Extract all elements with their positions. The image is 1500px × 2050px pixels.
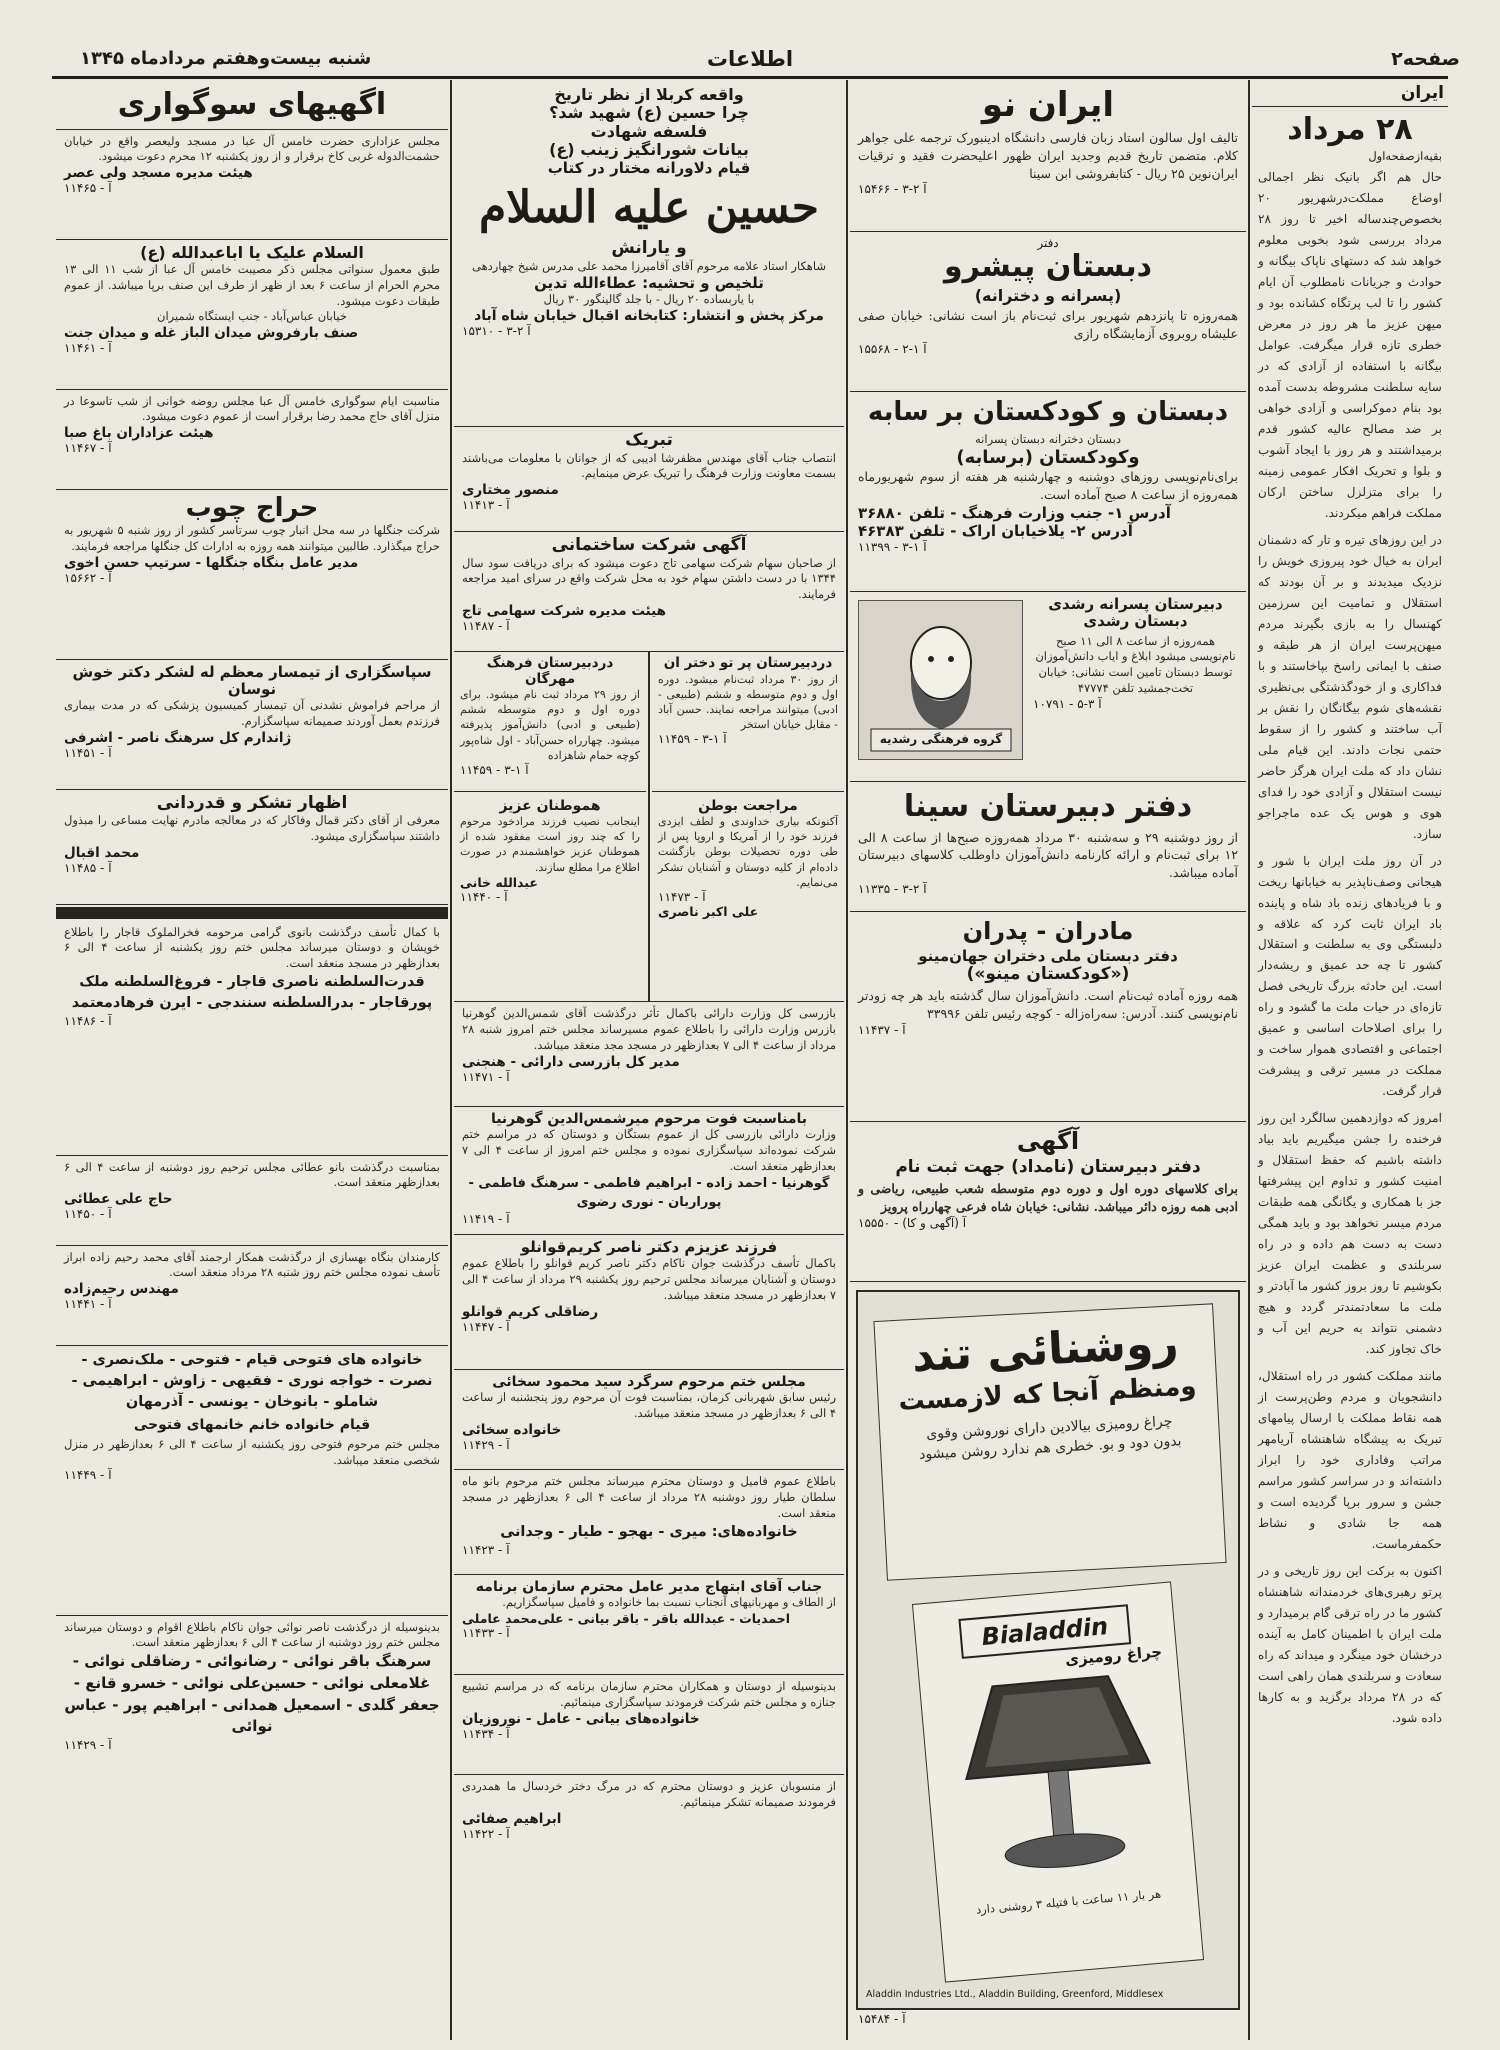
book-line: فلسفه شهادت [590,121,708,141]
book-subtitle: و یارانش [611,238,687,259]
notice-names: قدرت‌السلطنه ناصری قاجار - فروغ‌السلطنه ملک پورقاجار - بدرالسلطنه سنندجی - ایرن فرهادمعتمد [71,974,433,1012]
ad-pretitle: دفتر [1037,236,1059,250]
notice-body: از منسوبان عزیز و دوستان محترم که در مرگ دختر خردسال ما همدردی فرمودند صمیمانه تشکر مینمائیم. [462,1779,836,1809]
ad-title: ایران نو [981,85,1115,125]
notice-body: طبق معمول سنواتی مجلس ذکر مصیبت خامس آل عبا از شب ۱۱ الی ۱۳ محرم الحرام از ساعت ۶ بعد از ظهر از طرف این صنف برپا میباشد. از عموم طبقات دعوت میشود. [64,261,440,308]
ad-title: دبیرستان پسرانه رشدی [1048,595,1223,613]
lamp-text: هر بار ۱۱ ساعت با فتیله ۳ روشنی دارد [975,1886,1162,1917]
notice-names: خانواده های فتوحی قیام - فتوحی - ملک‌نصری - نصرت - خواجه نوری - فقیهی - زاوش - ابراهیمی - شاملو - بانوخان - یونسی - آذرمهان [71,1351,433,1410]
notice-body: باکمال تأسف درگذشت جوان ناکام دکتر ناصر کریم قوانلو را باطلاع عموم دوستان و آشنایان میرساند مجلس ترحیم روز یکشنبه ۲۹ مرداد از ساعت ۴ الی ۷ بعدازظهر در مسجد منعقد میباشد. [462,1256,837,1302]
notice-sakhaei [454,1370,844,1470]
notice-body: از روز ۲۹ مرداد ثبت نام میشود. برای دوره اول و دوم متوسطه ششم (طبیعی و ادبی) دانش‌آموز پذیرفته میشود. چهارراه حسن‌آباد - اول شاه‌پور کوچه حمام شاهزاده [460,688,640,762]
paragraph: امروز که دوازدهمین سالگرد این روز فرخنده را جشن میگیریم باید بیاد داشته باشیم که حفظ استقلال و امنیت کشور و تداوم این پیشرفتها جز با همکاری و یگانگی همه طبقات مردم میسر نخواهد بود و باید همگی دست به دست هم داده و در راه سربلندی و عظمت ایران عزیز بکوشیم تا روز بروز کشور ما آبادتر و ملت ما سعادتمندتر گردد و هیچ دشمنی نتواند به حریم این آب و خاک تجاوز کند. [1258,1111,1442,1357]
notice-title: فرزند عزیزم دکتر ناصر کریم‌قوانلو [520,1238,778,1256]
ad-title: دفتر دبیرستان سینا [903,789,1193,824]
ad-line: دفتر دبیرستان (نامداد) جهت ثبت نام [895,1156,1201,1177]
notice-signature: احمدیات - عبدالله باقر - باقر بیانی - علی‌محمد عاملی [462,1610,790,1626]
book-line: قیام دلاورانه مختار در کتاب [547,158,751,177]
ad-code: ۱۱۴۶۵ - آ [64,181,112,196]
notice-body: با کمال تأسف درگذشت بانوی گرامی مرحومه فخرالملوک قاجار را باطلاع خویشان و دوستان میرساند مجلس ختم روز یکشنبه از ساعت ۴ الی ۶ بعدازظهر در مسجد منعقد است. [64,924,440,971]
notice-ghavanlou [454,1235,844,1370]
ad-code: ۱۱۳۳۵ - آ ۲-۳ [858,881,927,896]
mourning-ads-column [56,82,448,2037]
ad-code: ۱۵۵۶۸ - آ ۱-۲ [858,342,927,357]
notice-body: رئیس سابق شهربانی کرمان، بمناسبت فوت آن مرحوم روز پنجشنبه از ساعت ۴ الی ۶ بعدازظهر در مسجد منعقد میباشد. [462,1390,836,1420]
ad-subtitle: دبستان رشدی [1083,612,1188,631]
ad-code: ۱۱۴۵۱ - آ [64,745,112,760]
ad-code: ۱۱۴۲۹ - آ [64,1738,112,1753]
notice-title: السلام علیک یا اباعبدالله (ع) [140,242,364,262]
ad-mothers-fathers [850,912,1246,1122]
notice-signature: هیئت عزاداران باغ صبا [64,425,214,442]
notice-body: مجلس ختم مرحوم فتوحی روز یکشنبه از ساعت ۴ الی ۶ بعدازظهر در منزل شخصی منعقد میباشد. [64,1436,440,1467]
notice-signature: مدیر عامل بنگاه جنگلها - سرتیپ حسن اخوی [64,555,359,572]
ad-body: برای‌نام‌نویسی روزهای دوشنبه و چهارشنبه هر هفته از سوم شهریورماه همه‌روزه از ساعت ۸ صبح آماده است. [858,469,1238,503]
notice-fotouhi [56,1346,448,1616]
ad-body: همه روزه آماده ثبت‌نام است. دانش‌آموزان سال گذشته باید هر چه زودتر نام‌نویسی کنند. آدرس: سه‌راه‌زاله - کوچه رئیس تلفن ۳۳۹۹۶ [858,988,1238,1022]
ad-roshdi-school [850,592,1246,782]
notice-thanks-general [56,660,448,790]
notice-wood-auction [56,490,448,660]
ad-code: ۱۵۴۶۶ - آ ۲-۳ [858,182,927,197]
notice-plan-org [454,1675,844,1775]
notice-address: خیابان عباس‌آباد - جنب ایستگاه شمیران [157,309,347,324]
notice-compatriots [454,794,646,999]
notice-body: از الطاف و مهربانیهای آنجناب نسبت بما خانواده و فامیل سپاسگزاریم. [502,1595,836,1610]
ad-code: ۱۵۳۱۰ - آ ۲-۳ [462,324,531,339]
notice-ebtehaj [454,1575,844,1675]
notice-tayyar [454,1470,844,1575]
editorial-body [1252,167,1448,1729]
ad-line: دبستان دخترانه دبستان پسرانه [975,431,1121,446]
notice-signature: علی اکبر ناصری [658,903,759,919]
ad-code: ۱۱۴۵۰ - آ [64,1207,112,1222]
ad-code: ۱۱۴۳۷ - آ [858,1022,906,1037]
notice-body: بدینوسیله از درگذشت ناصر نوائی جوان ناکام باطلاع اقوام و دوستان میرساند مجلس ختم روز دوشنبه از ساعت ۴ الی ۶ بعدازظهر منعقد است. [64,1619,440,1650]
notice-signature: حاج علی عطائی [64,1191,173,1208]
paragraph: اکنون به برکت این روز تاریخی و در پرتو رهبری‌های خردمندانه شاهنشاه کشور ما در راه ترقی گام برمیدارد و ملت ایران با اطمینان کامل به آینده درخشان خود مینگرد و میداند که راه سعادت و سربلندی همان راهی است که در ۲۸ مرداد برگزید و به کارها داده شود. [1258,1564,1442,1725]
book-line: چرا حسین (ع) شهید شد؟ [549,103,749,123]
notice-signature: مهندس رحیم‌زاده [64,1281,179,1298]
lamp-label: چراغ رومیزی [1064,1642,1163,1669]
logo-text: گروه فرهنگی رشدیه [879,732,1003,746]
ad-body: چراغ رومیزی بیالادین دارای نوروشن وقوی بدون دود و بو. خطری هم ندارد روشن میشود [918,1414,1182,1464]
notice-partov-school [652,652,844,792]
notice-title: دردبیرستان فرهنگ مهرگان [486,655,614,687]
ad-code: ۱۱۴۶۱ - آ [64,341,112,356]
column-rule [1248,80,1250,2040]
notice-ataei [56,1156,448,1246]
notice-body: از مراحم فراموش نشدنی آن تیمسار کمیسیون پزشکی که در مدت بیماری فرزندم بعمل آوردند صمیمانه سپاسگزارم. [64,698,440,728]
ad-title: دبستان و کودکستان بر سابه [867,397,1229,427]
book-price: با یاربساده ۲۰ ریال - با جلد گالینگور ۳۰ ریال [543,292,755,307]
ad-code: ۱۱۴۵۹ - آ ۱-۳ [658,732,727,747]
ad-body: همه‌روزه تا پانزدهم شهریور برای ثبت‌نام باز است نشانی: خیابان صفی علیشاه روبروی آزمایشگاه رازی [858,307,1238,341]
ad-code: ۱۱۴۳۳ - آ [462,1625,510,1640]
notice-title: اظهار تشکر و قدردانی [156,792,348,813]
notice-body: از صاحبان سهام شرکت سهامی تاج دعوت میشود که برای دریافت سود سال ۱۳۴۴ با در دست داشتن سهام خود به محل شرکت واقع در سرای امید مراجعه فرمایند. [462,555,836,602]
book-editor: تلخیص و تحشیه: عطاءالله تدین [534,273,764,292]
ad-body: تالیف اول سالون استاد زبان فارسی دانشگاه ادینبورک ترجمه علی جواهر کلام. متضمن تاریخ قدیم وجدید ایران ظهور اعلیحضرت فقید و ترقیات ایران‌نوین ۲۵ ریال - کتابفروشی ابن سینا [858,130,1238,181]
notice-signature: رضاقلی کریم قوانلو [462,1303,599,1320]
ad-barsabeh-school [850,392,1246,592]
column-rule [450,80,452,2040]
brand-logo: Bialaddin [958,1604,1131,1659]
ad-code: ۱۱۴۷۳ - آ [658,889,706,904]
lamp-illustration [920,1640,1196,1901]
notice-body: بازرسی کل وزارت دارائی باکمال تأثر درگذشت آقای شمس‌الدین گوهرنیا بازرس وزارت دارائی را باطلاع عموم مسیرساند مجلس ختم امروز شنبه ۲۸ مرداد از ساعت ۴ الی ۷ بعدازظهر در مسجد مجد منعقد میباشد. [462,1006,836,1052]
ad-code: ۱۵۵۵۰ - آ (آگهی و کا) [858,1215,967,1230]
ad-code: ۱۰۷۹۱ - آ ۳-۵ [1033,696,1102,711]
notice-body: شرکت جنگلها در سه محل انبار چوب سرتاسر کشور از روز شنبه ۵ شهریور به حراج میگذارد. طالبین میتوانند همه روزه به ادارات کل جنگلها مراجعه فرمایند. [64,523,441,554]
notice-signature: صنف بارفروش میدان الباز غله و میدان جنت [64,325,359,342]
notice-signature: منصور مختاری [462,482,559,499]
ad-title: مادران - پدران [962,917,1134,945]
notice-title: مجلس ختم مرحوم سرگرد سید محمود سخائی [492,1374,806,1390]
notice-signature: ابراهیم صفائی [462,1810,562,1827]
notice-ministry [454,1002,844,1107]
ad-code: ۱۱۴۴۷ - آ [462,1319,510,1334]
paragraph: در این روزهای تیره و تار که دشمنان ایران به خیال خود پیروزی خویش را نزدیک میدیدند و بر آن بودند که استقلال و تمامیت این سرزمین کهنسال را به بازی بگیرند مردم میهن‌پرست ایران از هر طبقه و صنف با ایمانی راسخ بپاخاستند و با فداکاری و از خودگذشتگی بی‌نظیری نقشه‌های شوم بیگانگان را نقش بر آب ساختند و کشور را از سقوط حتمی نجات دادند. این قیام ملی نشان داد که ملت ایران هرگز حاضر نیست استقلال و آزادی خود را فدای هوی و هوس یک عده ماجراجو سازد. [1258,532,1442,841]
ad-title: آگهی [1016,1127,1080,1155]
notice-signature: خانواده‌های بیانی - عامل - نوروزیان [462,1710,700,1727]
notices-column [454,82,844,2037]
ad-line: («کودکستان مینو») [966,963,1130,984]
ad-code: ۱۱۴۷۱ - آ [462,1069,510,1084]
notice-body: بمناسبت درگذشت بانو عطائی مجلس ترحیم روز دوشنبه از ساعت ۴ الی ۶ بعدازظهر منعقد است. [64,1159,440,1190]
ad-code: ۱۱۴۸۷ - آ [462,619,510,634]
ad-code: ۱۵۴۸۴ - آ [858,2012,906,2026]
ad-bialaddin-lamp [856,1290,1240,2010]
portrait-illustration [858,600,1023,760]
ad-namdad-school [850,1122,1246,1282]
notice-rahimzadeh [56,1246,448,1346]
book-title: حسین علیه السلام [479,181,819,233]
notice-goharnia [454,1107,844,1235]
book-line: بیانات شورانگیز زینب (ع) [549,140,749,160]
notice-title: بامناسبت فوت مرحوم میرشمس‌الدین گوهرنیا [490,1111,808,1127]
notice-signature: خانواده سخائی [462,1421,562,1438]
notice-signature: محمد اقبال [64,844,140,861]
ad-title: روشنائی تند [910,1317,1180,1383]
ad-code: ۱۱۴۱۹ - آ [462,1212,510,1227]
paragraph: حال هم اگر بانیک نظر اجمالی اوضاع مملکت‌در‌شهریور ۲۰ بخصوص‌چندساله اخیر تا روز ۲۸ مرداد بررسی شود بخوبی معلوم خواهد شد که دستهای ناپاک بیگانه و حوادث و جریانات نامطلوب آن ایام کشور را تا لب پرتگاه کشانده بود و میهن عزیز ما هر روز در معرض خطری تازه قرار میگرفت. عوامل بیگانه با استفاده از آزادی که در سایه سلطنت مشروطه بدست آمده بود بنام دموکراسی و آزادی خواهی بر ضد مصالح عالیه کشور قدم برمیداشتند و هر روز با ایجاد آشوب و بلوا و تحریک افکار عمومی زمینه را برای متزلزل ساختن ارکان مملکت فراهم میکردند. [1258,170,1442,520]
notice-signature: ژاندارم کل سرهنگ ناصر - اشرفی [64,729,292,746]
notice-signature: مدیر کل بازرسی دارائی - هنجنی [462,1053,680,1070]
notice-title: جناب آقای ابتهاج مدیر عامل محترم سازمان برنامه [475,1579,823,1595]
notice-body: باطلاع عموم فامیل و دوستان محترم میرساند مجلس ختم مرحوم بانو ماه سلطان طیار روز دوشنبه ۲۸ مرداد از ساعت ۴ الی ۶ بعدازظهر در مسجد منعقد است. [462,1474,836,1520]
ad-code: ۱۱۴۶۷ - آ [64,441,112,456]
ad-code: ۱۱۴۸۶ - آ [64,1014,112,1029]
ad-pishro-school [850,232,1246,392]
ad-line: دفتر دبستان ملی دختران جهان‌مینو [918,946,1178,965]
two-column-notices [454,652,844,1002]
school-ads-column [850,82,1246,2037]
notice-signature: عبدالله خانی [460,874,538,890]
ad-code: ۱۵۶۶۲ - آ [64,571,112,586]
ad-card [873,1303,1226,1580]
ad-code: ۱۱۴۴۱ - آ [64,1297,112,1312]
ad-line: وکودکستان (برسابه) [956,446,1140,468]
ad-iran-no [850,82,1246,232]
ad-code: ۱۱۴۴۰ - آ [460,889,508,904]
notice-safaei [454,1775,844,1855]
editorial-subtitle: بقیه‌از‌صفحه‌اول [1368,149,1442,164]
ad-code: ۱۱۴۲۹ - آ [462,1437,510,1452]
issue-date: شنبه بیست‌وهفتم مرداد‌ماه ۱۳۴۵ [80,48,372,69]
ad-address: آدرس ۱- جنب وزارت فرهنگ - تلفن ۳۶۸۸۰ [858,503,1171,522]
masthead-title: اطلاعات [706,47,794,71]
notice-title: حراج چوب [185,492,319,523]
notice-body: مناسبت ایام سوگواری خامس آل عبا مجلس روضه خوانی از شب تاسوعا در منزل آقای حاج محمد رضا برقرار است از عموم دعوت میشود. [64,393,440,424]
ad-code: ۱۱۴۳۴ - آ [462,1726,510,1741]
ad-body: برای کلاسهای دوره اول و دوره دوم متوسطه شعب طبیعی، ریاضی و ادبی همه روزه دائر میباشد. نشانی: خیابان شاه فرعی چهارراه پرویز [858,1181,1238,1214]
ad-code: ۱۱۴۲۲ - آ [462,1826,510,1841]
notice-signature: هیئت مدیره مسجد ولی عصر [64,165,253,182]
notice-title: هموطنان عزیز [499,798,601,814]
ad-body: همه‌روزه از ساعت ۸ الی ۱۱ صبح نام‌نویسی میشود ابلاغ و ایاب دانش‌آموزان توسط دبستان تامین است نشانی: خیابان تخت‌جمشید تلفن ۴۷۷۷۴ [1035,633,1236,696]
notice-navaei [56,1616,448,1906]
ad-code: ۱۱۴۲۳ - آ [462,1542,510,1557]
notice-names: سرهنگ باقر نوائی - رضانوائی - رضاقلی نوائی - غلامعلی نوائی - حسین‌علی نوائی - خسرو قانع - جعفر گلدی - اسمعیل همدانی - ابراهیم پور - عباس نوائی [64,1652,440,1736]
notice-signature: هیئت مدیره شرکت سهامی تاج [462,603,667,620]
book-line: واقعه کربلا از نظر تاریخ [554,85,744,104]
notice-title: آگهی شرکت ساختمانی [551,535,747,555]
ad-address: آدرس ۲- یلاخیابان اراک - تلفن ۴۶۳۸۳ [858,521,1133,540]
ad-code: ۱۱۳۹۹ - آ ۱-۳ [858,539,927,554]
book-distributor: مرکز پخش و انتشار: کتابخانه اقبال خیابان شاه آباد [474,307,824,324]
notice-body: معرفی از آقای دکتر قمال وفاکار که در معالجه مادرم نهایت مساعی را مبذول داشتند سپاسگزاری میشود. [64,813,440,843]
column-title: اگهیهای سوگواری [56,82,448,130]
notice-congrats [454,427,844,532]
paragraph: در آن روز ملت ایران با شور و هیجانی وصف‌ناپذیر به خیابانها ریخت و با فریادهای زنده باد شاه و پاینده باد ایران ثابت کرد که علاقه و دلبستگی وی به سلطنت و استقلال کشور تا چه حد عمیق و ریشه‌دار است. این حادثه بزرگ تاریخی فصل تازه‌ای در حیات ملت ما گشود و راه را برای اصلاحات اساسی و عمیق اجتماعی و اقتصادی هموار ساخت و مملکت در مسیر ترقی و پیشرفت قرار گرفت. [1258,853,1442,1099]
ad-title: دبستان پیشرو [943,249,1153,284]
notice-body: از روز ۳۰ مرداد ثبت‌نام میشود. دوره اول و دوم متوسطه و ششم (طبیعی - ادبی) میتوانند مراجعه نمایند. حسن آباد - مقابل خیابان استخر [658,672,838,732]
column-rule [846,80,848,2040]
dark-divider [56,907,448,919]
notice-body: کارمندان بنگاه بهسازی از درگذشت همکار ارجمند آقای محمد رحیم زاده ابراز تأسف نموده مجلس ختم روز شنبه ۲۸ مرداد منعقد است. [64,1249,440,1280]
ad-sina-school [850,782,1246,912]
header-rule [52,76,1448,79]
ad-subtitle: (پسرانه و دخترانه) [974,285,1122,305]
notice-body: وزارت دارائی بازرسی کل از عموم بستگان و دوستان که در مراسم ختم شرکت نموده‌اند سپاسگزاری نموده و مجلس ختم امروز از ساعت ۴ الی ۷ بعدازظهر منعقد است. [462,1127,836,1173]
notice-company [454,532,844,652]
notice-appreciation [56,790,448,905]
section-label: ایران [1252,82,1448,107]
ad-book-hussein [454,82,844,427]
book-author: شاهکار استاد علامه مرحوم آقای آقامیرزا محمد علی مدرس شیخ چهاردهی [471,258,826,273]
ad-code: ۱۱۴۴۹ - آ [64,1468,112,1483]
ad-lamp-card [912,1581,1204,1982]
notice-names: خانواده‌های: میری - بهجو - طیار - وجدانی [500,1523,798,1540]
paragraph: مانند مملکت کشور در راه استقلال، دانشجویان و مردم وطن‌پرست از همه نقاط مملکت با ارسال پیامهای تبریک به پیشگاه شاهنشاه آریامهر مراتب وفاداری خود را ابراز داشته‌اند و در سراسر کشور مراسم جشن و سرور برپا گردیده است و همه جا شادی و نشاط حکمفرماست. [1258,1369,1442,1552]
notice-body: انتصاب جناب آقای مهندس مظفرشا ادیبی که از جوانان با معلومات می‌باشند بسمت معاونت وزارت فرهنگ را تبریک عرض مینمایم. [462,450,836,481]
notice-valiasr [56,130,448,240]
notice-body: بدینوسیله از دوستان و همکاران محترم سازمان برنامه که در مراسم تشییع جنازه و مجلس ختم شرکت فرمودند سپاسگزاری مینمائیم. [462,1679,836,1709]
ad-code: ۱۱۴۸۵ - آ [64,860,112,875]
notice-title: سپاسگزاری از تیمسار معظم له لشکر دکتر خوش نوسان [72,662,432,698]
maker-line: Aladdin Industries Ltd., Aladdin Building, Greenford, Middlesex [866,1989,1164,2000]
notice-return [652,794,844,999]
notice-mehregan-school [454,652,646,792]
editorial-column [1252,82,1448,2037]
ad-subtitle: ومنظم آنجا که لازمست [897,1370,1198,1417]
ad-code: ۱۱۴۵۹ - آ ۱-۳ [460,762,529,777]
notice-body: اینجانب نصیب فرزند مرادخود مرحوم را که چند روز است مفقود شده از هموطنان عزیز خواهشمندم در صورت اطلاع مرا مطلع سازند. [460,815,640,874]
notice-body: مجلس عزاداری حضرت خامس آل عبا در مسجد ولیعصر واقع در خیابان حشمت‌الدوله غربی کاخ برقرار و از روز یکشنبه ۱۲ محرم دعوت میشود. [64,133,440,164]
notice-title: مراجعت بوطن [698,798,798,814]
notice-title: تبریک [625,430,673,450]
notice-salam [56,240,448,390]
notice-bagh-saba [56,390,448,490]
notice-names: گوهرنیا - احمد زاده - ابراهیم فاطمی - سرهنگ فاطمی - پوراربان - نوری رضوی [468,1175,830,1210]
notice-body: آکنونکه بیاری خداوندی و لطف ایزدی فرزند خود را از آمریکا و اروپا پس از طی دوره تحصیلات بوطن بازگشت داده‌ام از کلیه دوستان و آشنایان تشکر می‌نمایم. [658,815,838,889]
editorial-title: ۲۸ مرداد [1287,111,1413,147]
notice-title: قیام خانواده خانم خانمهای فتوحی [133,1416,371,1433]
notice-qajar [56,921,448,1156]
page-number: صفحه۲ [1391,48,1460,70]
ad-code: ۱۱۴۱۳ - آ [462,498,510,513]
notice-title: دردبیرستان پر تو دختر ان [663,655,833,671]
ad-body: از روز دوشنبه ۲۹ و سه‌شنبه ۳۰ مرداد همه‌روزه صبح‌ها از ساعت ۸ الی ۱۲ برای ثبت‌نام و ارائه کارنامه دانش‌آموزان داوطلب کلاسهای دبیرستان آماده میباشد. [858,829,1238,880]
